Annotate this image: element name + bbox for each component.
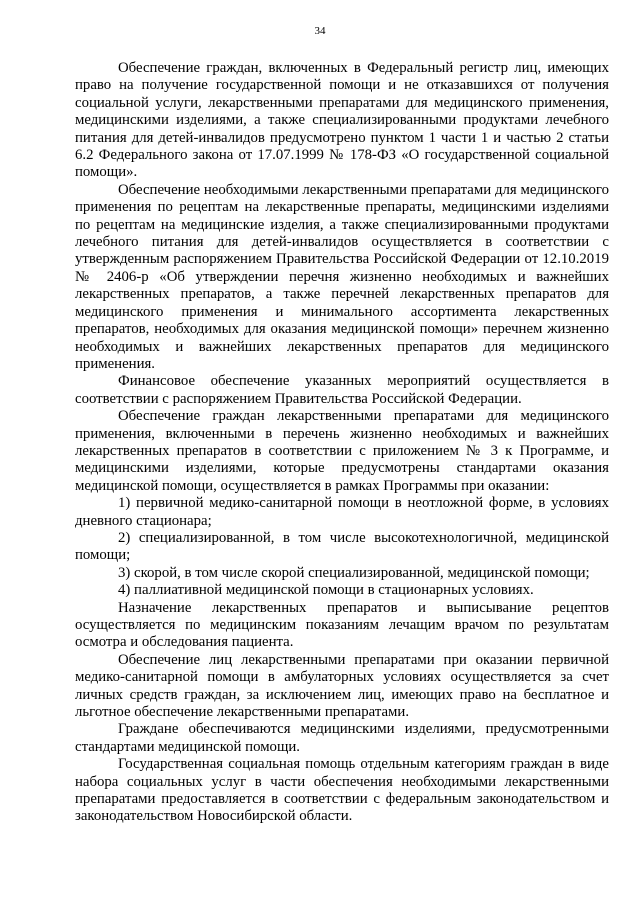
list-item-emergency-care: 3) скорой, в том числе скорой специализированной, медицинской помощи; (118, 564, 590, 581)
paragraph-provision-program: Обеспечение граждан лекарственными препаратами для медицинского применения, включенными в перечень жизненно необходимых и важнейших лекарственных препаратов в соответствии с приложением № 3 к Программе, и медицинскими изделиями, которые предусмотрены стандартами оказания медицинской помощи, осуществляется в рамках Программы при оказании: (75, 408, 609, 494)
document-body (75, 60, 609, 826)
page-number: 34 (314, 25, 326, 37)
paragraph-medical-devices: Граждане обеспечиваются медицинскими изделиями, предусмотренными стандартами медицинской помощи. (75, 721, 609, 755)
paragraph-outpatient: Обеспечение лиц лекарственными препаратами при оказании первичной медико-санитарной помощи в амбулаторных условиях осуществляется за счет личных средств граждан, за исключением лиц, имеющих право на бесплатное и льготное обеспечение лекарственными препаратами. (75, 651, 609, 721)
paragraph-social-assistance: Государственная социальная помощь отдельным категориям граждан в виде набора социальных услуг в части обеспечения необходимыми лекарственными препаратами предоставляется в соответствии с федеральным законодательством и законодательством Новосибирской области. (75, 756, 609, 825)
list-item-primary-care: 1) первичной медико-санитарной помощи в неотложной форме, в условиях дневного стационара; (75, 495, 609, 529)
paragraph-prescribing: Назначение лекарственных препаратов и выписывание рецептов осуществляется по медицинским показаниям лечащим врачом по результатам осмотра и обследования пациента. (75, 599, 609, 651)
list-item-specialized-care: 2) специализированной, в том числе высокотехнологичной, медицинской помощи; (75, 529, 609, 564)
list-item-palliative-care: 4) паллиативной медицинской помощи в стационарных условиях. (118, 582, 534, 599)
paragraph-financing: Финансовое обеспечение указанных мероприятий осуществляется в соответствии с распоряжением Правительства Российской Федерации. (75, 373, 609, 407)
paragraph-federal-register: Обеспечение граждан, включенных в Федеральный регистр лиц, имеющих право на получение государственной помощи и не отказавшихся от получения социальной услуги, лекарственными препаратами для медицинского применения, медицинскими изделиями, а также специализированными продуктами лечебного питания для детей-инвалидов предусмотрено пунктом 1 части 1 и частью 2 статьи 6.2 Федерального закона от 17.07.1999 № 178-ФЗ «О государственной социальной помощи». (75, 60, 609, 181)
paragraph-prescriptions: Обеспечение необходимыми лекарственными препаратами для медицинского применения по рецептам на лекарственные препараты, медицинскими изделиями по рецептам на медицинские изделия, а также специализированными продуктами лечебного питания для детей-инвалидов осуществляется в соответствии с утвержденным распоряжением Правительства Российской Федерации от 12.10.2019 № 2406-р «Об утверждении перечня жизненно необходимых и важнейших лекарственных препаратов, а также перечней лекарственных препаратов для медицинского применения и минимального ассортимента лекарственных препаратов, необходимых для оказания медицинской помощи» перечнем жизненно необходимых и важнейших лекарственных препаратов для медицинского применения. (75, 181, 609, 372)
